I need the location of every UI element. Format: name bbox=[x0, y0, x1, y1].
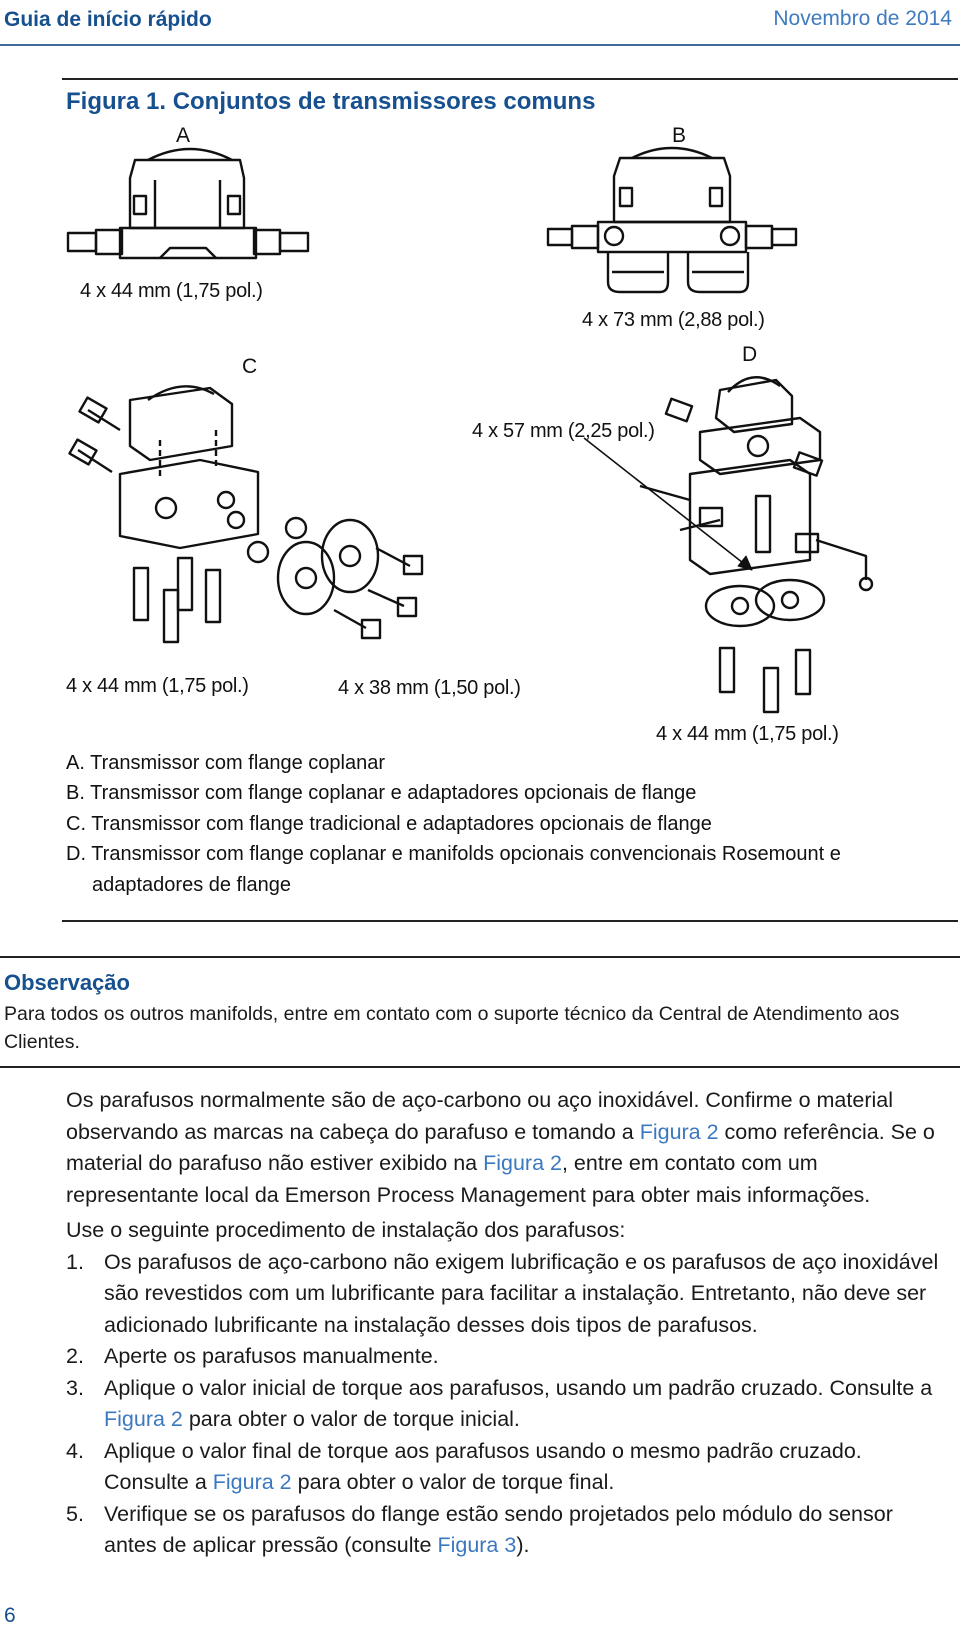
step-text: Verifique se os parafusos do flange estão sendo projetados pelo módulo do sensor antes de aplicar pressão (consulte bbox=[104, 1501, 893, 1557]
body-paragraph-2: Use o seguinte procedimento de instalação dos parafusos: bbox=[66, 1218, 626, 1242]
d-callout-leader bbox=[584, 438, 752, 570]
dim-c-adapter-bolts: 4 x 38 mm (1,50 pol.) bbox=[338, 677, 521, 699]
header-date: Novembro de 2014 bbox=[773, 7, 952, 30]
header-guide-title: Guia de início rápido bbox=[4, 8, 212, 31]
note-top-rule bbox=[0, 956, 960, 958]
body-paragraph-1 bbox=[66, 1085, 946, 1211]
para1-text-a: Os parafusos normalmente são de aço-carbono ou aço inoxidável. Confirme o material observando as marcas na cabeça do parafuso e tomando a bbox=[66, 1088, 893, 1144]
legend-item-b: B. Transmissor com flange coplanar e adaptadores opcionais de flange bbox=[66, 782, 697, 804]
para1-text-b: como referência. Se o material do parafuso não estiver exibido na bbox=[66, 1119, 935, 1175]
label-a: A bbox=[176, 124, 191, 147]
step-number: 2. bbox=[66, 1344, 84, 1368]
dim-a-bolts: 4 x 44 mm (1,75 pol.) bbox=[80, 280, 263, 302]
step-text: ). bbox=[516, 1533, 530, 1557]
figure-illustration bbox=[0, 0, 960, 740]
label-b: B bbox=[672, 124, 687, 147]
legend-item-d-continued: adaptadores de flange bbox=[92, 874, 292, 896]
note-title: Observação bbox=[4, 970, 130, 995]
transmitter-b-drawing bbox=[548, 148, 796, 292]
label-d: D bbox=[742, 343, 758, 366]
step-text: Aperte os parafusos manualmente. bbox=[104, 1344, 439, 1368]
step-text: Aplique o valor final de torque aos parafusos usando o mesmo padrão cruzado. Consulte a bbox=[104, 1438, 862, 1494]
dim-d-bolts-top: 4 x 57 mm (2,25 pol.) bbox=[472, 420, 655, 442]
para1-text-c: , entre em contato com um representante local da Emerson Process Management para obter mais informações. bbox=[66, 1151, 871, 1207]
dim-d-bolts-bottom: 4 x 44 mm (1,75 pol.) bbox=[656, 723, 839, 745]
figure-title: Figura 1. Conjuntos de transmissores comuns bbox=[66, 88, 596, 115]
transmitter-c-drawing bbox=[69, 386, 422, 642]
step-number: 4. bbox=[66, 1438, 84, 1463]
step-number: 1. bbox=[66, 1249, 84, 1274]
dim-b-bolts: 4 x 73 mm (2,88 pol.) bbox=[582, 309, 765, 331]
body-text bbox=[66, 1085, 946, 1562]
step-item bbox=[66, 1247, 946, 1342]
dim-c-bolts: 4 x 44 mm (1,75 pol.) bbox=[66, 675, 249, 697]
note-text: Para todos os outros manifolds, entre em contato com o suporte técnico da Central de Atendimento aos Clientes. bbox=[4, 1003, 900, 1053]
step-number: 3. bbox=[66, 1375, 84, 1400]
procedure-steps bbox=[66, 1247, 946, 1562]
note-bottom-rule bbox=[0, 1066, 960, 1068]
figure-2-link[interactable]: Figura 2 bbox=[104, 1407, 183, 1431]
step-item bbox=[66, 1499, 946, 1562]
label-c: C bbox=[242, 355, 258, 378]
step-number: 5. bbox=[66, 1501, 84, 1526]
transmitter-a-drawing bbox=[68, 149, 308, 258]
step-item bbox=[66, 1373, 946, 1436]
page-number: 6 bbox=[4, 1604, 16, 1627]
figure-3-link[interactable]: Figura 3 bbox=[437, 1533, 517, 1557]
step-text: Aplique o valor inicial de torque aos parafusos, usando um padrão cruzado. Consulte a bbox=[104, 1375, 933, 1400]
figure-2-link[interactable]: Figura 2 bbox=[212, 1470, 292, 1494]
figure-2-link[interactable]: Figura 2 bbox=[483, 1151, 562, 1175]
legend-item-a: A. Transmissor com flange coplanar bbox=[66, 752, 386, 774]
legend-item-c: C. Transmissor com flange tradicional e adaptadores opcionais de flange bbox=[66, 813, 712, 835]
step-item bbox=[66, 1436, 946, 1499]
figure-2-link[interactable]: Figura 2 bbox=[639, 1119, 719, 1144]
step-text: para obter o valor de torque inicial. bbox=[182, 1407, 520, 1431]
legend-item-d: D. Transmissor com flange coplanar e manifolds opcionais convencionais Rosemount e bbox=[66, 843, 841, 865]
step-text: para obter o valor de torque final. bbox=[291, 1470, 615, 1494]
step-item bbox=[66, 1341, 946, 1373]
transmitter-d-drawing bbox=[640, 377, 872, 712]
step-text: Os parafusos de aço-carbono não exigem lubrificação e os parafusos de aço inoxidável são revestidos com um lubrificante para facilitar a instalação. Entretanto, não deve ser adicionado lubrificante na instalação desses dois tipos de parafusos. bbox=[104, 1249, 939, 1337]
figure-bottom-rule bbox=[62, 920, 958, 922]
